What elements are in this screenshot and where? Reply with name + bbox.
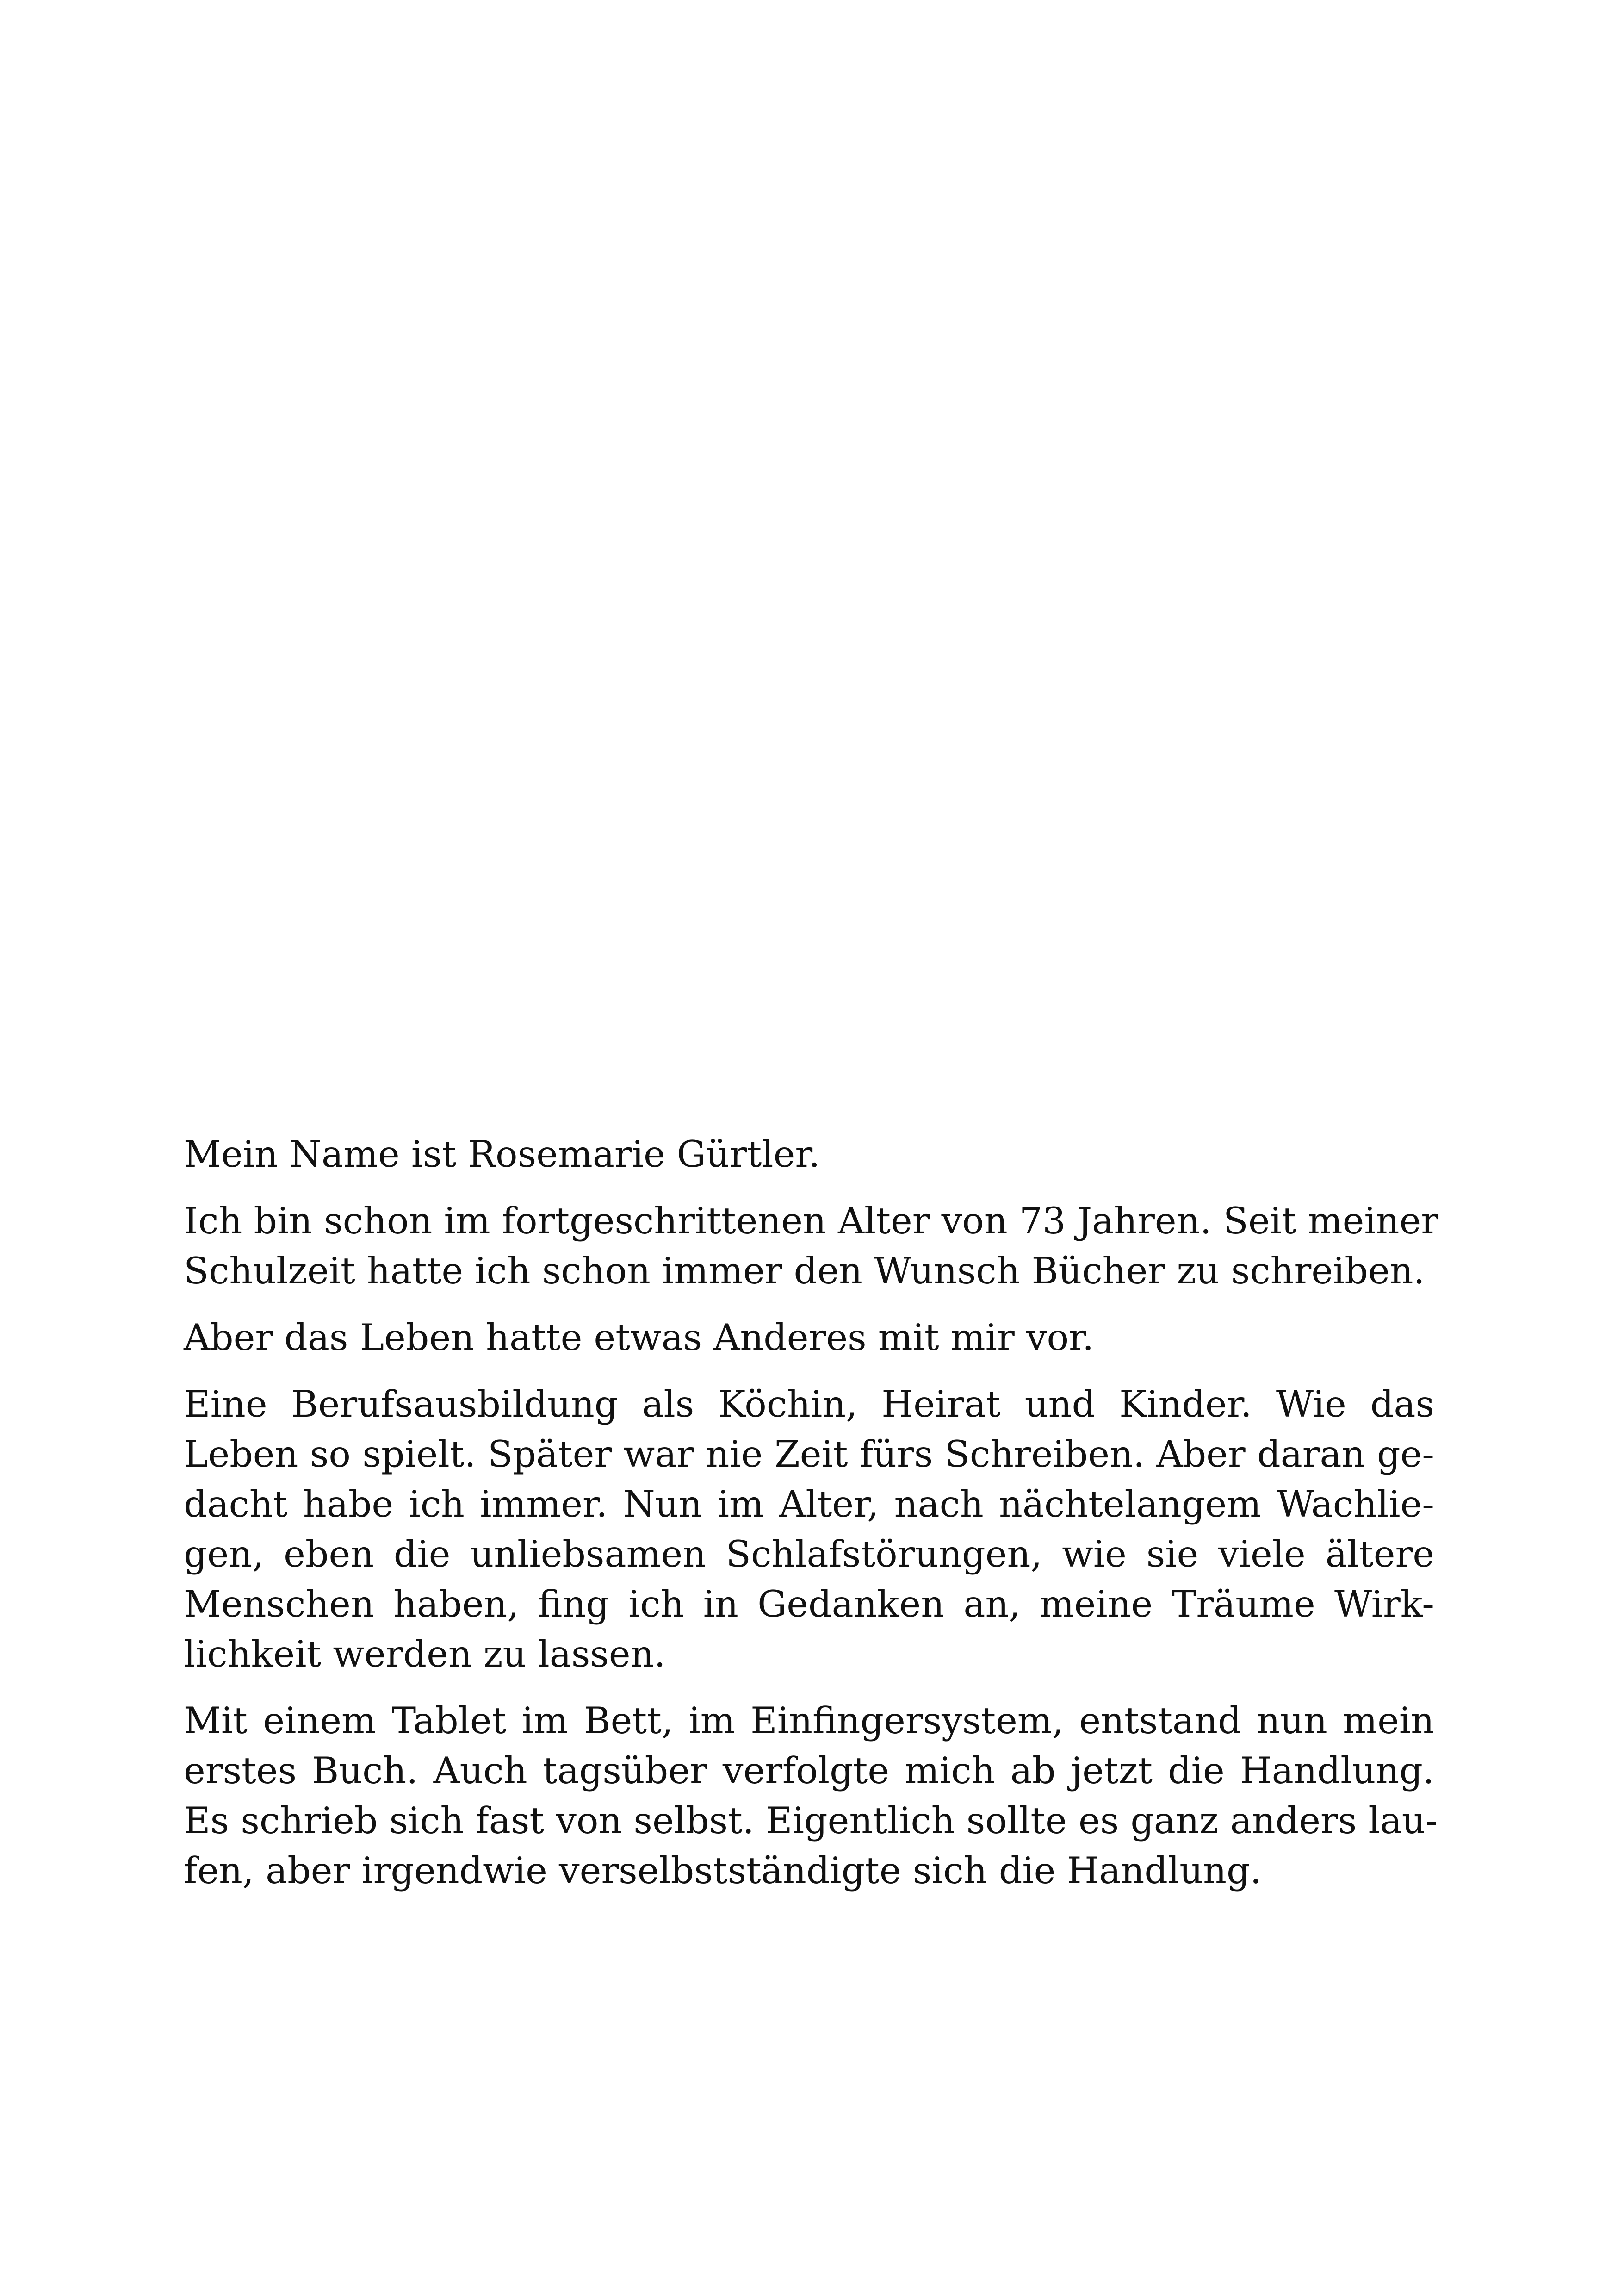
- paragraph-career-and-dreams: [184, 1379, 1434, 1679]
- text-line: fen, aber irgendwie verselbstständigte sich die Handlung.: [184, 1849, 1262, 1892]
- text-line: lichkeit werden zu lassen.: [184, 1633, 666, 1675]
- text-line: Ich bin schon im fortgeschrittenen Alter von 73 Jahren. Seit meiner: [184, 1200, 1439, 1242]
- text-line: Leben so spielt. Später war nie Zeit fürs Schreiben. Aber daran ge-: [184, 1433, 1434, 1475]
- text-line: dacht habe ich immer. Nun im Alter, nach nächtelangem Wachlie-: [184, 1483, 1434, 1525]
- text-line: Mein Name ist Rosemarie Gürtler.: [184, 1133, 820, 1176]
- text-line: gen, eben die unliebsamen Schlafstörungen, wie sie viele ältere: [184, 1533, 1434, 1575]
- text-line: erstes Buch. Auch tagsüber verfolgte mich ab jetzt die Handlung.: [184, 1749, 1434, 1792]
- document-body: [184, 1129, 1439, 1912]
- text-line: Schulzeit hatte ich schon immer den Wunsch Bücher zu schreiben.: [184, 1250, 1425, 1292]
- text-line: Menschen haben, fing ich in Gedanken an, meine Träume Wirk-: [184, 1583, 1434, 1625]
- paragraph-first-book: [184, 1696, 1438, 1896]
- paragraph-life-plans: [184, 1313, 1434, 1363]
- text-line: Eine Berufsausbildung als Köchin, Heirat und Kinder. Wie das: [184, 1383, 1434, 1425]
- paragraph-introduction: [184, 1129, 1434, 1179]
- text-line: Aber das Leben hatte etwas Anderes mit mir vor.: [184, 1316, 1094, 1359]
- text-line: Mit einem Tablet im Bett, im Einfingersystem, entstand nun mein: [184, 1699, 1434, 1742]
- text-line: Es schrieb sich fast von selbst. Eigentlich sollte es ganz anders lau-: [184, 1799, 1438, 1842]
- paragraph-age-and-wish: [184, 1196, 1439, 1296]
